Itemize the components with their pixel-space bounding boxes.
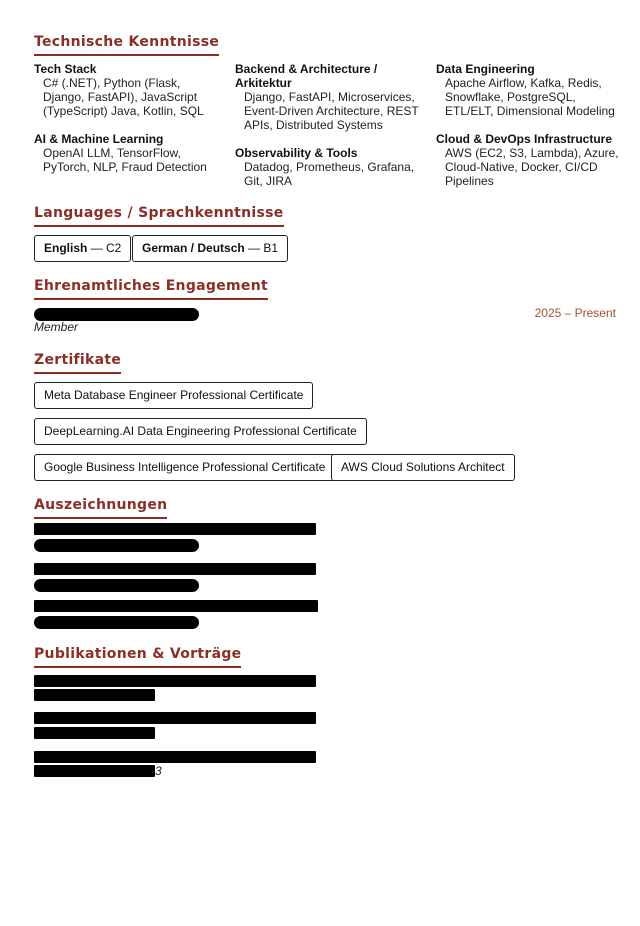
skill-text: Datadog, Prometheus, Grafana, Git, JIRA xyxy=(244,160,415,188)
skill-title: Cloud & DevOps Infrastructure xyxy=(436,132,613,146)
awards-section-title: Auszeichnungen xyxy=(34,497,167,519)
volunteer-role: Member xyxy=(34,320,79,334)
redacted-publication-venue xyxy=(34,689,155,701)
certificate-chip: Google Business Intelligence Professional Certificate xyxy=(34,454,335,481)
skill-group-backend xyxy=(235,62,420,132)
certificate-chip: DeepLearning.AI Data Engineering Professional Certificate xyxy=(34,418,367,445)
redacted-award-title xyxy=(34,600,318,612)
language-chip-english xyxy=(34,235,131,262)
redacted-publication-venue xyxy=(34,765,155,777)
certificate-chip: AWS Cloud Solutions Architect xyxy=(331,454,515,481)
skill-text: Django, FastAPI, Microservices, Event-Driven Architecture, REST APIs, Distributed Systems xyxy=(244,90,419,132)
redacted-award-detail xyxy=(34,616,199,629)
skill-title: Tech Stack xyxy=(34,62,97,76)
publication-date-fragment: 3 xyxy=(155,764,162,778)
redacted-publication-title xyxy=(34,675,316,687)
skill-title: Backend & Architecture / Arkitektur xyxy=(235,62,378,90)
redacted-publication-venue xyxy=(34,727,155,739)
redacted-award-detail xyxy=(34,539,199,552)
skill-text: AWS (EC2, S3, Lambda), Azure, Cloud-Native, Docker, CI/CD Pipelines xyxy=(445,146,619,188)
redacted-award-title xyxy=(34,563,316,575)
skill-title: Data Engineering xyxy=(436,62,535,76)
languages-section-title: Languages / Sprachkenntnisse xyxy=(34,205,284,227)
skill-text: OpenAI LLM, TensorFlow, PyTorch, NLP, Fraud Detection xyxy=(43,146,207,174)
language-name: English xyxy=(44,241,88,255)
volunteer-date: 2025 – Present xyxy=(534,306,616,320)
skills-section-title: Technische Kenntnisse xyxy=(34,34,219,56)
skill-group-observability xyxy=(235,146,420,188)
redacted-award-detail xyxy=(34,579,199,592)
language-chip-german xyxy=(132,235,288,262)
redacted-award-title xyxy=(34,523,316,535)
skills-column-2 xyxy=(235,62,420,202)
language-level: — C2 xyxy=(87,241,122,255)
skills-column-3 xyxy=(436,62,621,202)
redacted-publication-title xyxy=(34,712,316,724)
redacted-publication-title xyxy=(34,751,316,763)
language-level: — B1 xyxy=(244,241,279,255)
language-name: German / Deutsch xyxy=(142,241,245,255)
certificate-chip: Meta Database Engineer Professional Certificate xyxy=(34,382,313,409)
volunteer-section-title: Ehrenamtliches Engagement xyxy=(34,278,268,300)
skill-text: Apache Airflow, Kafka, Redis, Snowflake, PostgreSQL, ETL/ELT, Dimensional Modeling xyxy=(445,76,615,118)
skill-title: Observability & Tools xyxy=(235,146,358,160)
skill-group-tech-stack xyxy=(34,62,219,118)
certificates-section-title: Zertifikate xyxy=(34,352,121,374)
skill-group-cloud xyxy=(436,132,621,188)
skill-title: AI & Machine Learning xyxy=(34,132,164,146)
skill-group-ai-ml xyxy=(34,132,219,174)
publications-section-title: Publikationen & Vorträge xyxy=(34,646,241,668)
skill-group-data-engineering xyxy=(436,62,621,118)
skill-text: C# (.NET), Python (Flask, Django, FastAPI), JavaScript (TypeScript) Java, Kotlin, SQL xyxy=(43,76,204,118)
skills-column-1 xyxy=(34,62,219,188)
